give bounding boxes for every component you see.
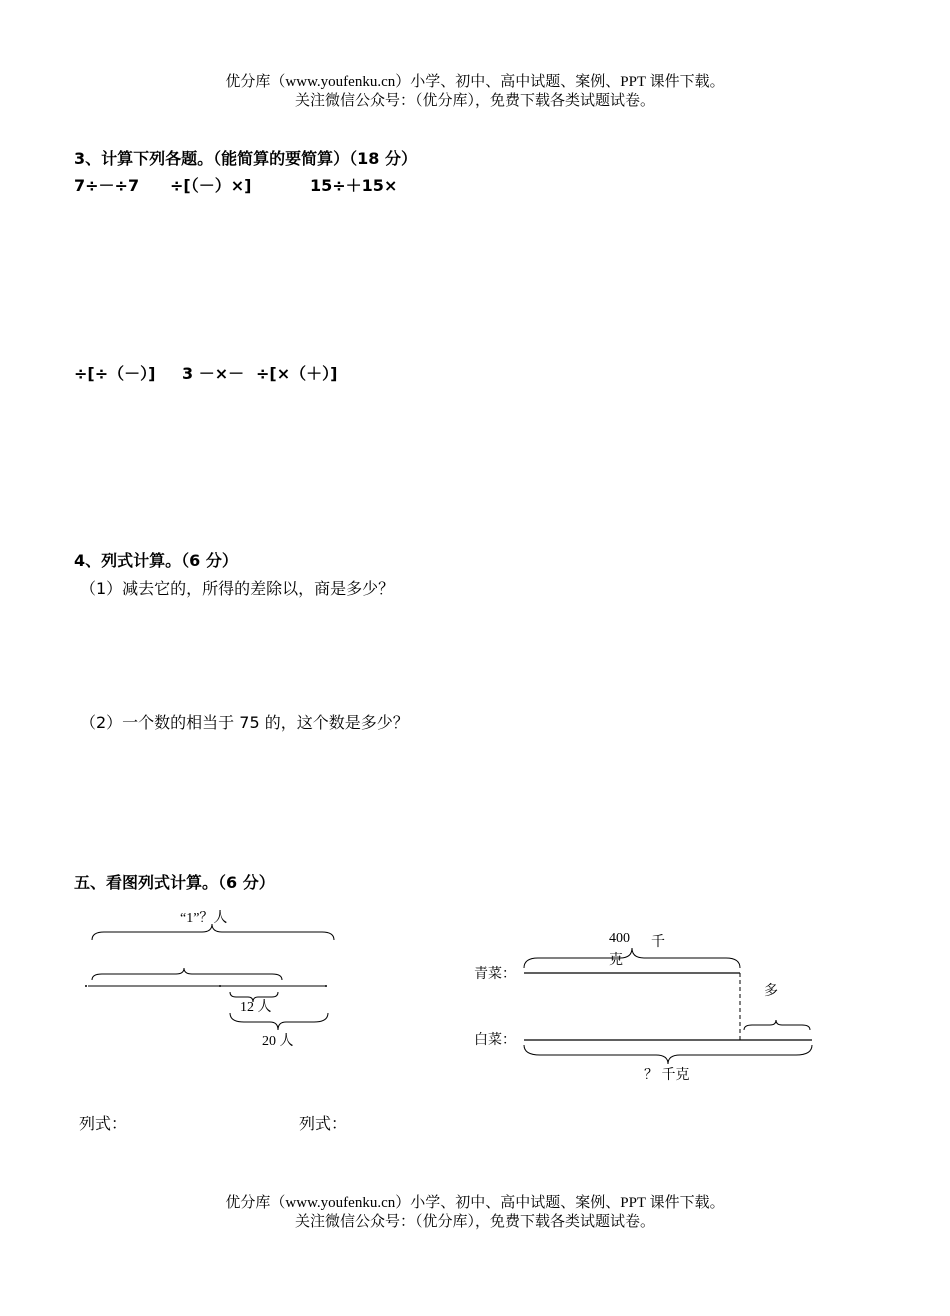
- brace-more: [744, 1020, 810, 1030]
- diagram-1-bottom-label: 20 人: [262, 1034, 294, 1049]
- expr-4: ÷[÷（－）]: [74, 364, 156, 383]
- section-3-title: 3、计算下列各题。（能简算的要简算）（18 分）: [74, 149, 417, 168]
- expr-3: 15÷＋15×: [310, 176, 398, 195]
- header-line-2: 关注微信公众号：（优分库），免费下载各类试题试卷。: [294, 93, 655, 109]
- header-line-1: 优分库（www.youfenku.cn）小学、初中、高中试题、案例、PPT 课件下载。: [225, 74, 725, 90]
- expr-5: 3 －×－: [182, 364, 245, 383]
- question-4-2: （2）一个数的相当于 75 的，这个数是多少？: [80, 713, 409, 732]
- section-5-title: 五、看图列式计算。（6 分）: [74, 873, 275, 892]
- expr-1: 7÷－÷7: [74, 176, 140, 195]
- diagram-2-row1-label: 青菜：: [474, 967, 516, 982]
- section-4-title: 4、列式计算。（6 分）: [74, 551, 238, 570]
- brace-qingcai: [524, 948, 740, 968]
- expr-2: ÷[（－）×]: [170, 176, 252, 195]
- diagram-2-top-unit: 千: [651, 935, 665, 950]
- diagram-2-row2-label: 白菜：: [474, 1033, 516, 1048]
- brace-bottom: [524, 1045, 812, 1064]
- diagram-2-top-unit2: 克: [609, 953, 623, 968]
- formula-label-2: 列式：: [299, 1114, 348, 1133]
- footer-line-2: 关注微信公众号：（优分库），免费下载各类试题试卷。: [294, 1214, 655, 1230]
- diagram-2-bottom-label: ？ 千克: [644, 1068, 690, 1083]
- diagram-2-top-value: 400: [609, 931, 630, 946]
- question-4-1: （1）减去它的，所得的差除以，商是多少？: [80, 579, 395, 598]
- footer-line-1: 优分库（www.youfenku.cn）小学、初中、高中试题、案例、PPT 课件下载。: [225, 1195, 725, 1211]
- diagram-1-top-label: “1”？人: [180, 911, 228, 926]
- diagram-2-more-label: 多: [764, 984, 778, 999]
- diagram-1-mid-label: 12 人: [240, 1000, 272, 1015]
- expr-6: ÷[×（＋）]: [256, 364, 338, 383]
- formula-label-1: 列式：: [79, 1114, 128, 1133]
